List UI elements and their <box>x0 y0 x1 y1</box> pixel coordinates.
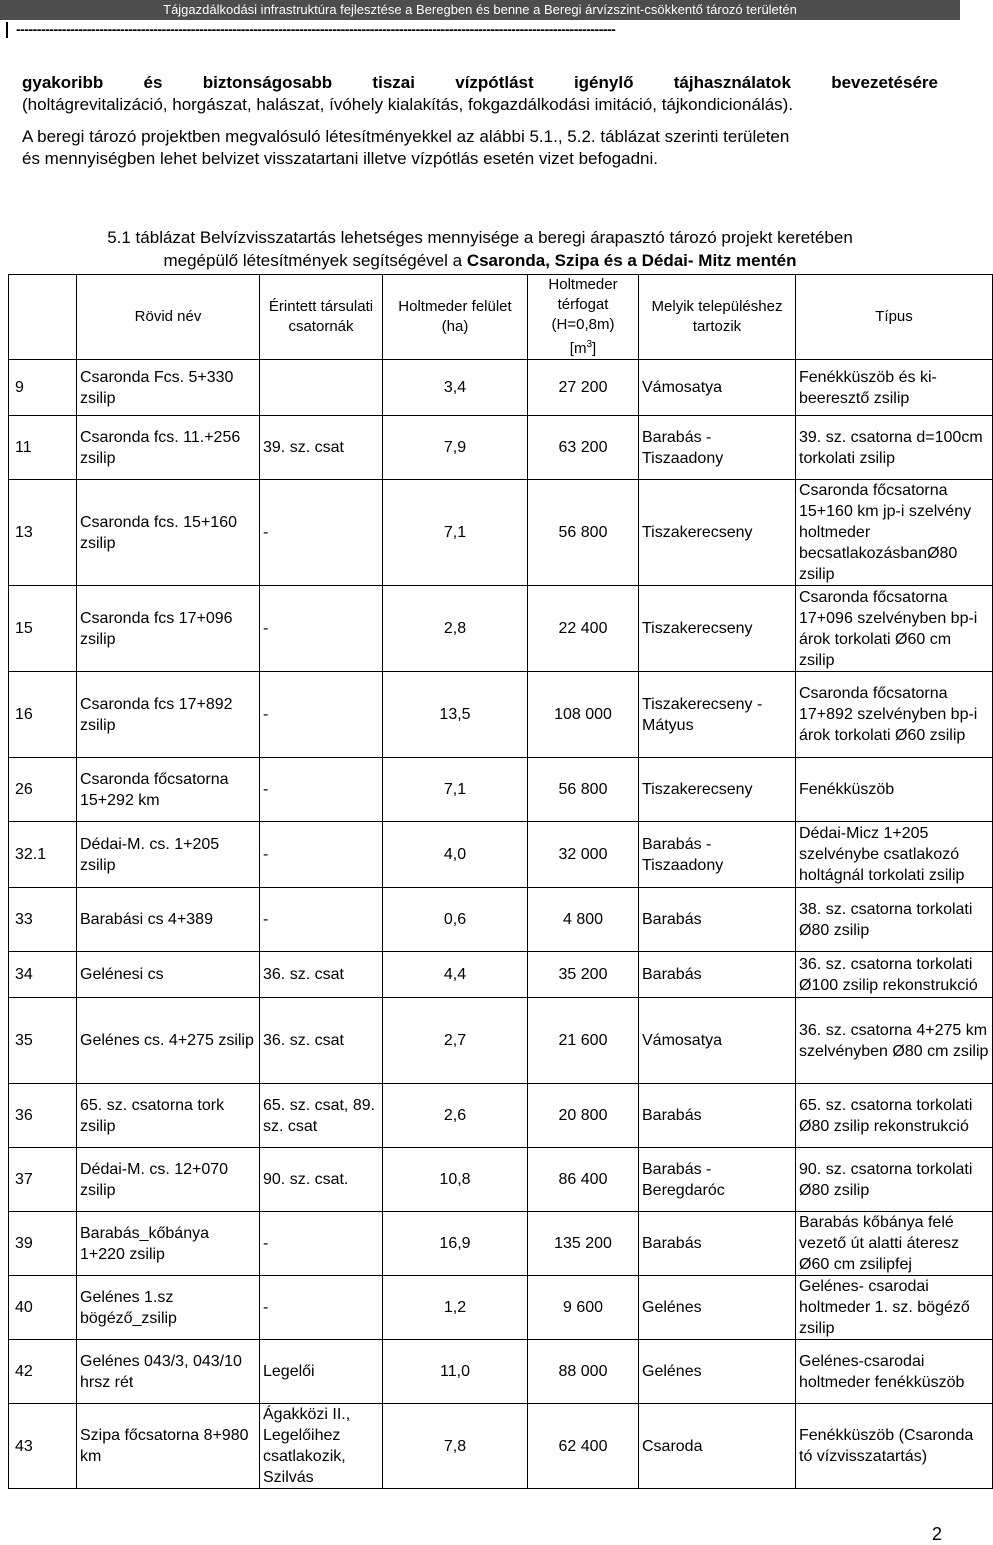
row-channels: - <box>260 758 383 822</box>
caption-bold: Csaronda, Szipa és a Dédai- Mitz mentén <box>466 251 797 270</box>
row-area: 4,4 <box>383 952 528 998</box>
row-volume: 35 200 <box>528 952 639 998</box>
intro-bold-line: gyakoribb és biztonságosabb tiszai vízpótlást igénylő tájhasználatok bevezetésére <box>22 73 938 92</box>
row-id: 15 <box>9 586 77 672</box>
row-settlement: Barabás <box>639 888 796 952</box>
row-id: 11 <box>9 416 77 480</box>
row-area: 4,0 <box>383 822 528 888</box>
row-channels: Ágakközi II., Legelőihez csatlakozik, Szilvás <box>260 1404 383 1489</box>
table-row <box>9 1276 993 1340</box>
row-volume: 22 400 <box>528 586 639 672</box>
row-id: 43 <box>9 1404 77 1489</box>
row-channels: 90. sz. csat. <box>260 1148 383 1212</box>
table-row <box>9 888 993 952</box>
row-type: 90. sz. csatorna torkolati Ø80 zsilip <box>796 1148 993 1212</box>
row-settlement: Barabás - Beregdaróc <box>639 1148 796 1212</box>
rule-bar <box>6 22 8 38</box>
row-type: Fenékküszöb (Csaronda tó vízvisszatartás) <box>796 1404 993 1489</box>
row-name: Barabás_kőbánya 1+220 zsilip <box>77 1212 260 1276</box>
intro-line-2: (holtágrevitalizáció, horgászat, halászat, ívóhely kialakítás, fokgazdálkodási imitáció, tájkondicionálás). <box>22 95 794 114</box>
row-name: Csaronda fcs. 15+160 zsilip <box>77 480 260 586</box>
row-type: 39. sz. csatorna d=100cm torkolati zsilip <box>796 416 993 480</box>
row-id: 26 <box>9 758 77 822</box>
reference-paragraph <box>22 126 938 170</box>
row-name: Barabási cs 4+389 <box>77 888 260 952</box>
header-name: Rövid név <box>77 275 260 360</box>
row-settlement: Tiszakerecseny - Mátyus <box>639 672 796 758</box>
table-row <box>9 480 993 586</box>
row-name: Szipa főcsatorna 8+980 km <box>77 1404 260 1489</box>
row-volume: 56 800 <box>528 480 639 586</box>
row-area: 1,2 <box>383 1276 528 1340</box>
table-caption-line-1: 5.1 táblázat Belvízvisszatartás lehetséges mennyisége a beregi árapasztó tározó projekt keretében <box>107 228 853 247</box>
row-name: Gelénesi cs <box>77 952 260 998</box>
row-id: 16 <box>9 672 77 758</box>
row-name: Csaronda főcsatorna 15+292 km <box>77 758 260 822</box>
row-id: 32.1 <box>9 822 77 888</box>
row-settlement: Tiszakerecseny <box>639 480 796 586</box>
row-id: 34 <box>9 952 77 998</box>
header-id <box>9 275 77 360</box>
row-settlement: Barabás <box>639 952 796 998</box>
row-id: 36 <box>9 1084 77 1148</box>
table-row <box>9 586 993 672</box>
row-area: 7,1 <box>383 758 528 822</box>
table-row <box>9 998 993 1084</box>
header-volume-unit: $[m^3]$ <box>569 339 597 357</box>
row-channels: 36. sz. csat <box>260 998 383 1084</box>
row-settlement: Gelénes <box>639 1276 796 1340</box>
row-id: 13 <box>9 480 77 586</box>
row-type: Fenékküszöb és ki-beeresztő zsilip <box>796 360 993 416</box>
row-channels <box>260 360 383 416</box>
row-volume: 86 400 <box>528 1148 639 1212</box>
table-row <box>9 822 993 888</box>
row-name: 65. sz. csatorna tork zsilip <box>77 1084 260 1148</box>
row-settlement: Vámosatya <box>639 360 796 416</box>
row-type: Csaronda főcsatorna 17+892 szelvényben bp-i árok torkolati Ø60 zsilip <box>796 672 993 758</box>
row-volume: 63 200 <box>528 416 639 480</box>
row-channels: 36. sz. csat <box>260 952 383 998</box>
caption-prefix: megépülő létesítmények segítségével a <box>163 251 467 270</box>
row-area: 2,6 <box>383 1084 528 1148</box>
page-number: 2 <box>931 1524 942 1544</box>
table-row <box>9 758 993 822</box>
table-row <box>9 416 993 480</box>
row-settlement: Barabás <box>639 1084 796 1148</box>
row-type: Csaronda főcsatorna 17+096 szelvényben bp-i árok torkolati Ø60 cm zsilip <box>796 586 993 672</box>
row-channels: - <box>260 1276 383 1340</box>
row-settlement: Barabás - Tiszaadony <box>639 822 796 888</box>
row-settlement: Barabás - Tiszaadony <box>639 416 796 480</box>
table-row <box>9 1148 993 1212</box>
row-type: Fenékküszöb <box>796 758 993 822</box>
header-volume <box>528 275 639 360</box>
row-area: 3,4 <box>383 360 528 416</box>
row-volume: 32 000 <box>528 822 639 888</box>
header-title: Tájgazdálkodási infrastruktúra fejlesztése a Beregben és benne a Beregi árvízszint-csökkentő tározó területén <box>163 2 797 17</box>
row-name: Csaronda fcs 17+892 zsilip <box>77 672 260 758</box>
row-type: 38. sz. csatorna torkolati Ø80 zsilip <box>796 888 993 952</box>
row-id: 33 <box>9 888 77 952</box>
row-type: Gelénes- csarodai holtmeder 1. sz. bögéző zsilip <box>796 1276 993 1340</box>
row-type: 36. sz. csatorna 4+275 km szelvényben Ø80 cm zsilip <box>796 998 993 1084</box>
table-caption-line-2 <box>0 249 960 272</box>
row-volume: 4 800 <box>528 888 639 952</box>
data-table <box>8 274 993 1489</box>
row-id: 37 <box>9 1148 77 1212</box>
row-channels: - <box>260 672 383 758</box>
row-name: Dédai-M. cs. 1+205 zsilip <box>77 822 260 888</box>
row-id: 9 <box>9 360 77 416</box>
row-volume: 21 600 <box>528 998 639 1084</box>
rule-dashes: ------------------------------------------------------------------------------------------------------------------------------------------------ <box>16 21 616 37</box>
row-settlement: Gelénes <box>639 1340 796 1404</box>
document-header <box>0 0 960 20</box>
row-area: 13,5 <box>383 672 528 758</box>
row-channels: Legelői <box>260 1340 383 1404</box>
row-id: 35 <box>9 998 77 1084</box>
row-volume: 108 000 <box>528 672 639 758</box>
reference-line-2: és mennyiségben lehet belvizet visszatartani illetve vízpótlás esetén vizet befogadni. <box>22 149 658 168</box>
row-id: 40 <box>9 1276 77 1340</box>
row-channels: 65. sz. csat, 89. sz. csat <box>260 1084 383 1148</box>
header-type: Típus <box>796 275 993 360</box>
row-area: 7,9 <box>383 416 528 480</box>
row-name: Csaronda Fcs. 5+330 zsilip <box>77 360 260 416</box>
intro-paragraph <box>22 72 938 116</box>
header-volume-main: Holtmeder térfogat (H=0,8m) <box>548 276 618 333</box>
row-name: Gelénes cs. 4+275 zsilip <box>77 998 260 1084</box>
row-id: 42 <box>9 1340 77 1404</box>
row-settlement: Tiszakerecseny <box>639 758 796 822</box>
row-name: Gelénes 043/3, 043/10 hrsz rét <box>77 1340 260 1404</box>
header-channels: Érintett társulati csatornák <box>260 275 383 360</box>
row-area: 16,9 <box>383 1212 528 1276</box>
row-channels: - <box>260 480 383 586</box>
row-volume: 9 600 <box>528 1276 639 1340</box>
row-area: 2,8 <box>383 586 528 672</box>
row-name: Csaronda fcs. 11.+256 zsilip <box>77 416 260 480</box>
table-row <box>9 1212 993 1276</box>
row-channels: - <box>260 822 383 888</box>
row-type: Dédai-Micz 1+205 szelvénybe csatlakozó holtágnál torkolati zsilip <box>796 822 993 888</box>
row-area: 7,1 <box>383 480 528 586</box>
row-settlement: Csaroda <box>639 1404 796 1489</box>
row-volume: 88 000 <box>528 1340 639 1404</box>
row-name: Gelénes 1.sz bögéző_zsilip <box>77 1276 260 1340</box>
row-settlement: Barabás <box>639 1212 796 1276</box>
row-type: 65. sz. csatorna torkolati Ø80 zsilip rekonstrukció <box>796 1084 993 1148</box>
row-settlement: Vámosatya <box>639 998 796 1084</box>
table-row <box>9 360 993 416</box>
row-volume: 135 200 <box>528 1212 639 1276</box>
header-rule <box>6 20 956 42</box>
row-volume: 62 400 <box>528 1404 639 1489</box>
row-channels: - <box>260 1212 383 1276</box>
row-area: 0,6 <box>383 888 528 952</box>
row-channels: - <box>260 888 383 952</box>
reference-line-1: A beregi tározó projektben megvalósuló létesítményekkel az alábbi 5.1., 5.2. táblázat szerinti területen <box>22 127 790 146</box>
table-row <box>9 672 993 758</box>
header-settlement: Melyik településhez tartozik <box>639 275 796 360</box>
row-area: 2,7 <box>383 998 528 1084</box>
row-volume: 20 800 <box>528 1084 639 1148</box>
row-volume: 56 800 <box>528 758 639 822</box>
table-row <box>9 952 993 998</box>
row-area: 10,8 <box>383 1148 528 1212</box>
row-volume: 27 200 <box>528 360 639 416</box>
table-row <box>9 1084 993 1148</box>
row-type: 36. sz. csatorna torkolati Ø100 zsilip rekonstrukció <box>796 952 993 998</box>
row-type: Gelénes-csarodai holtmeder fenékküszöb <box>796 1340 993 1404</box>
row-type: Csaronda főcsatorna 15+160 km jp-i szelvény holtmeder becsatlakozásbanØ80 zsilip <box>796 480 993 586</box>
table-header-row <box>9 275 993 360</box>
row-settlement: Tiszakerecseny <box>639 586 796 672</box>
row-name: Dédai-M. cs. 12+070 zsilip <box>77 1148 260 1212</box>
row-area: 11,0 <box>383 1340 528 1404</box>
row-type: Barabás kőbánya felé vezető út alatti áteresz Ø60 cm zsilipfej <box>796 1212 993 1276</box>
header-area: Holtmeder felület (ha) <box>383 275 528 360</box>
row-id: 39 <box>9 1212 77 1276</box>
table-row <box>9 1340 993 1404</box>
row-name: Csaronda fcs 17+096 zsilip <box>77 586 260 672</box>
row-channels: - <box>260 586 383 672</box>
row-area: 7,8 <box>383 1404 528 1489</box>
table-row <box>9 1404 993 1489</box>
row-channels: 39. sz. csat <box>260 416 383 480</box>
